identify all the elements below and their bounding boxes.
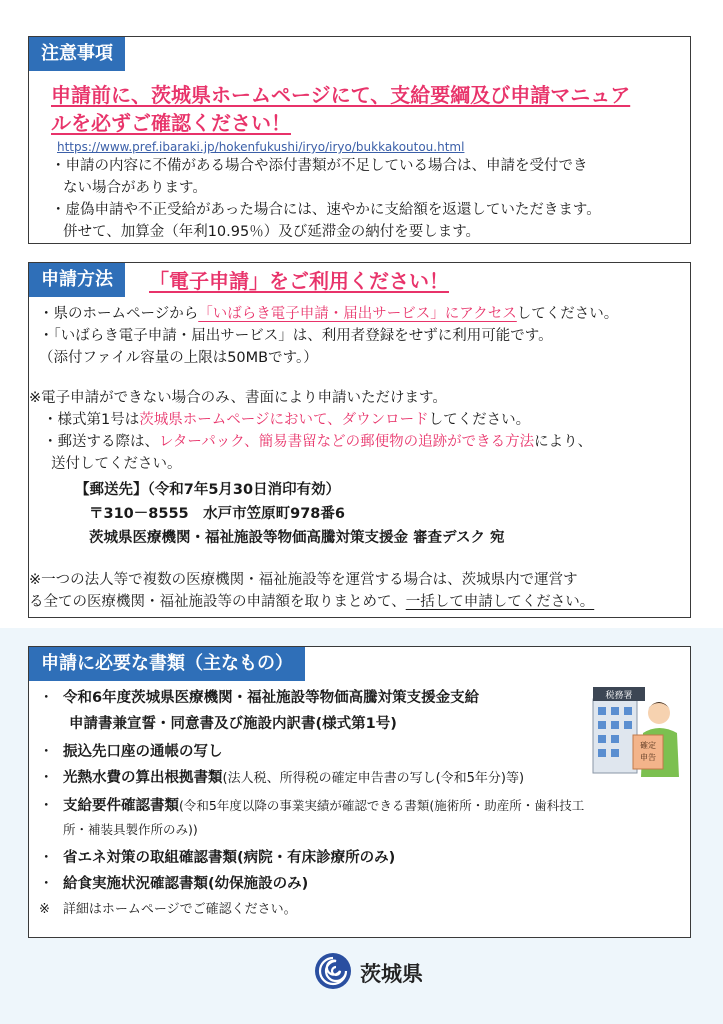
notice-bullet-1a: ・申請の内容に不備がある場合や添付書類が不足している場合は、申請を受付でき	[51, 158, 588, 174]
method-line-4: ※電子申請ができない場合のみ、書面により申請いただけます。	[29, 390, 447, 406]
tax-office-sign: 税務署	[605, 691, 633, 701]
footer	[314, 952, 454, 992]
footer-org-name: 茨城県	[360, 962, 423, 986]
documents-footnote: ※ 詳細はホームページでご確認ください。	[39, 902, 297, 917]
method-line-5: ・様式第1号は茨城県ホームページにおいて、ダウンロードしてください。	[43, 412, 531, 428]
mail-destination: 茨城県医療機関・福祉施設等物価高騰対策支援金 審査デスク 宛	[89, 530, 505, 546]
method-headline: 「電子申請」をご利用ください！	[149, 269, 449, 293]
notice-section	[28, 36, 691, 244]
method-line-7: 送付してください。	[51, 456, 182, 472]
notice-bullet-2a: ・虚偽申請や不正受給があった場合には、速やかに支給額を返還していただきます。	[51, 202, 601, 218]
service-access-link[interactable]: 「いばらき電子申請・届出サービス」にアクセス	[198, 306, 517, 322]
download-link[interactable]: 茨城県ホームページにおいて、ダウンロード	[139, 412, 429, 428]
notice-bullet-2b: 併せて、加算金（年利10.95％）及び延滞金の納付を要します。	[63, 224, 481, 240]
method-title: 申請方法	[29, 263, 125, 297]
method-section	[28, 262, 691, 618]
ibaraki-emblem-icon	[314, 952, 352, 990]
method-note-1: ※一つの法人等で複数の医療機関・福祉施設等を運営する場合は、茨城県内で運営す	[29, 572, 578, 588]
documents-title: 申請に必要な書類（主なもの）	[29, 647, 305, 681]
method-line-1: ・県のホームページから「いばらき電子申請・届出サービス」にアクセスしてください。	[39, 306, 619, 322]
mail-label: 【郵送先】（令和7年5月30日消印有効）	[75, 482, 341, 498]
tax-office-illustration	[591, 685, 683, 781]
method-line-6: ・郵送する際は、レターパック、簡易書留などの郵便物の追跡ができる方法により、	[43, 434, 593, 450]
tax-doc-label-2: 申告	[640, 753, 656, 762]
method-line-2: ・「いばらき電子申請・届出サービス」は、利用者登録をせずに利用可能です。	[39, 328, 553, 344]
document-item-1-line2: 申請書兼宣誓・同意書及び施設内訳書(様式第1号)	[69, 716, 397, 732]
notice-url-link[interactable]: https://www.pref.ibaraki.jp/hokenfukushi/iryo/iryo/bukkakoutou.html	[57, 140, 465, 154]
mail-postal-address: 〒310－8555 水戸市笠原町978番6	[89, 506, 345, 522]
notice-highlight-1: 申請前に、茨城県ホームページにて、支給要綱及び申請マニュア	[51, 83, 631, 107]
documents-section: 申請に必要な書類（主なもの） ・ 令和6年度茨城県医療機関・福祉施設等物価高騰対策支援金支給 申請書兼宣誓・同意書及び施設内訳書(様式第1号) ・ 振込先口座の通帳の写し ・ 光熱水費の算出根拠書類(法人税、所得税の確定申告書の写し(令和5年分)等) ・ 支給要件確認書類(令和5年度以降の事業実績が確認できる書類(施術所・助産所・歯科技工 所・補装具製作所のみ)) ・ 省エネ対策の取組確認書類(病院・有床診療所のみ) ・ 給食実施状況確認書類(幼保施設のみ) ※ 詳細はホームページでご確認ください。 税務署 確定 申告	[28, 646, 691, 938]
notice-title: 注意事項	[29, 37, 125, 71]
notice-highlight-2: ルを必ずご確認ください！	[51, 111, 291, 135]
method-line-3: （添付ファイル容量の上限は50MBです。）	[39, 350, 318, 366]
document-item-4-line2: 所・補装具製作所のみ))	[63, 822, 198, 837]
notice-bullet-1b: ない場合があります。	[63, 180, 207, 196]
method-note-2: る全ての医療機関・福祉施設等の申請額を取りまとめて、一括して申請してください。	[29, 594, 595, 610]
tax-doc-label: 確定	[640, 741, 656, 750]
